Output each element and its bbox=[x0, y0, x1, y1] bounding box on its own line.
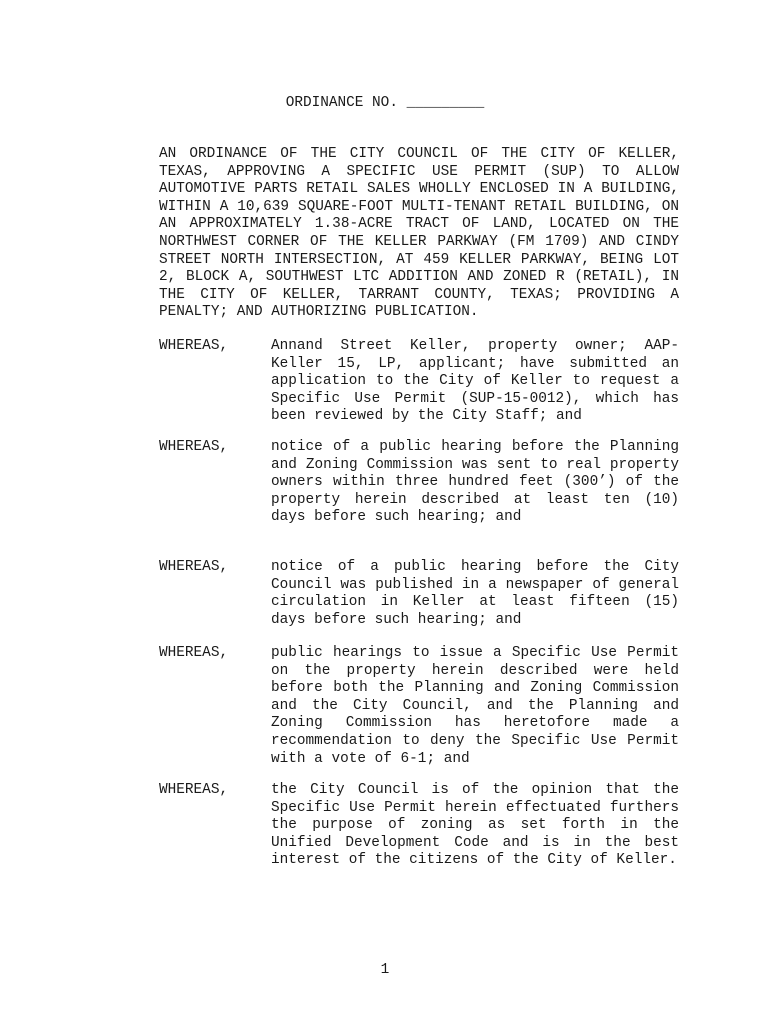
whereas-text: notice of a public hearing before the Planning and Zoning Commission was sent to real property owners within three hundred feet (300’) of the property herein described at least ten (10) days before such hearing; and bbox=[271, 439, 679, 526]
whereas-label: WHEREAS, bbox=[159, 338, 229, 354]
whereas-text: Annand Street Keller, property owner; AAP-Keller 15, LP, applicant; have submitted an application to the City of Keller to request a Specific Use Permit (SUP-15-0012), which has been reviewed by the City Staff; and bbox=[271, 338, 679, 425]
whereas-label: WHEREAS, bbox=[159, 645, 229, 661]
whereas-label: WHEREAS, bbox=[159, 439, 229, 455]
whereas-text: notice of a public hearing before the City Council was published in a newspaper of general circulation in Keller at least fifteen (15) days before such hearing; and bbox=[271, 559, 679, 628]
whereas-label: WHEREAS, bbox=[159, 782, 229, 798]
whereas-text: the City Council is of the opinion that the Specific Use Permit herein effectuated furthers the purpose of zoning as set forth in the Unified Development Code and is in the best interest of the citizens of the City of Keller. bbox=[271, 782, 679, 869]
ordinance-title: ORDINANCE NO. _________ bbox=[285, 95, 485, 111]
whereas-text: public hearings to issue a Specific Use Permit on the property herein described were held before both the Planning and Zoning Commission and the City Council, and the Planning and Zoning Commission has heretofore made a recommendation to deny the Specific Use Permit with a vote of 6-1; and bbox=[271, 645, 679, 767]
page-number: 1 bbox=[380, 962, 390, 978]
ordinance-caption: AN ORDINANCE OF THE CITY COUNCIL OF THE CITY OF KELLER, TEXAS, APPROVING A SPECIFIC USE PERMIT (SUP) TO ALLOW AUTOMOTIVE PARTS RETAIL SALES WHOLLY ENCLOSED IN A BUILDING, WITHIN A 10,639 SQUARE-FOOT MULTI-TENANT RETAIL BUILDING, ON AN APPROXIMATELY 1.38-ACRE TRACT OF LAND, LOCATED ON THE NORTHWEST CORNER OF THE KELLER PARKWAY (FM 1709) AND CINDY STREET NORTH INTERSECTION, AT 459 KELLER PARKWAY, BEING LOT 2, BLOCK A, SOUTHWEST LTC ADDITION AND ZONED R (RETAIL), IN THE CITY OF KELLER, TARRANT COUNTY, TEXAS; PROVIDING A PENALTY; AND AUTHORIZING PUBLICATION. bbox=[159, 146, 679, 321]
whereas-label: WHEREAS, bbox=[159, 559, 229, 575]
